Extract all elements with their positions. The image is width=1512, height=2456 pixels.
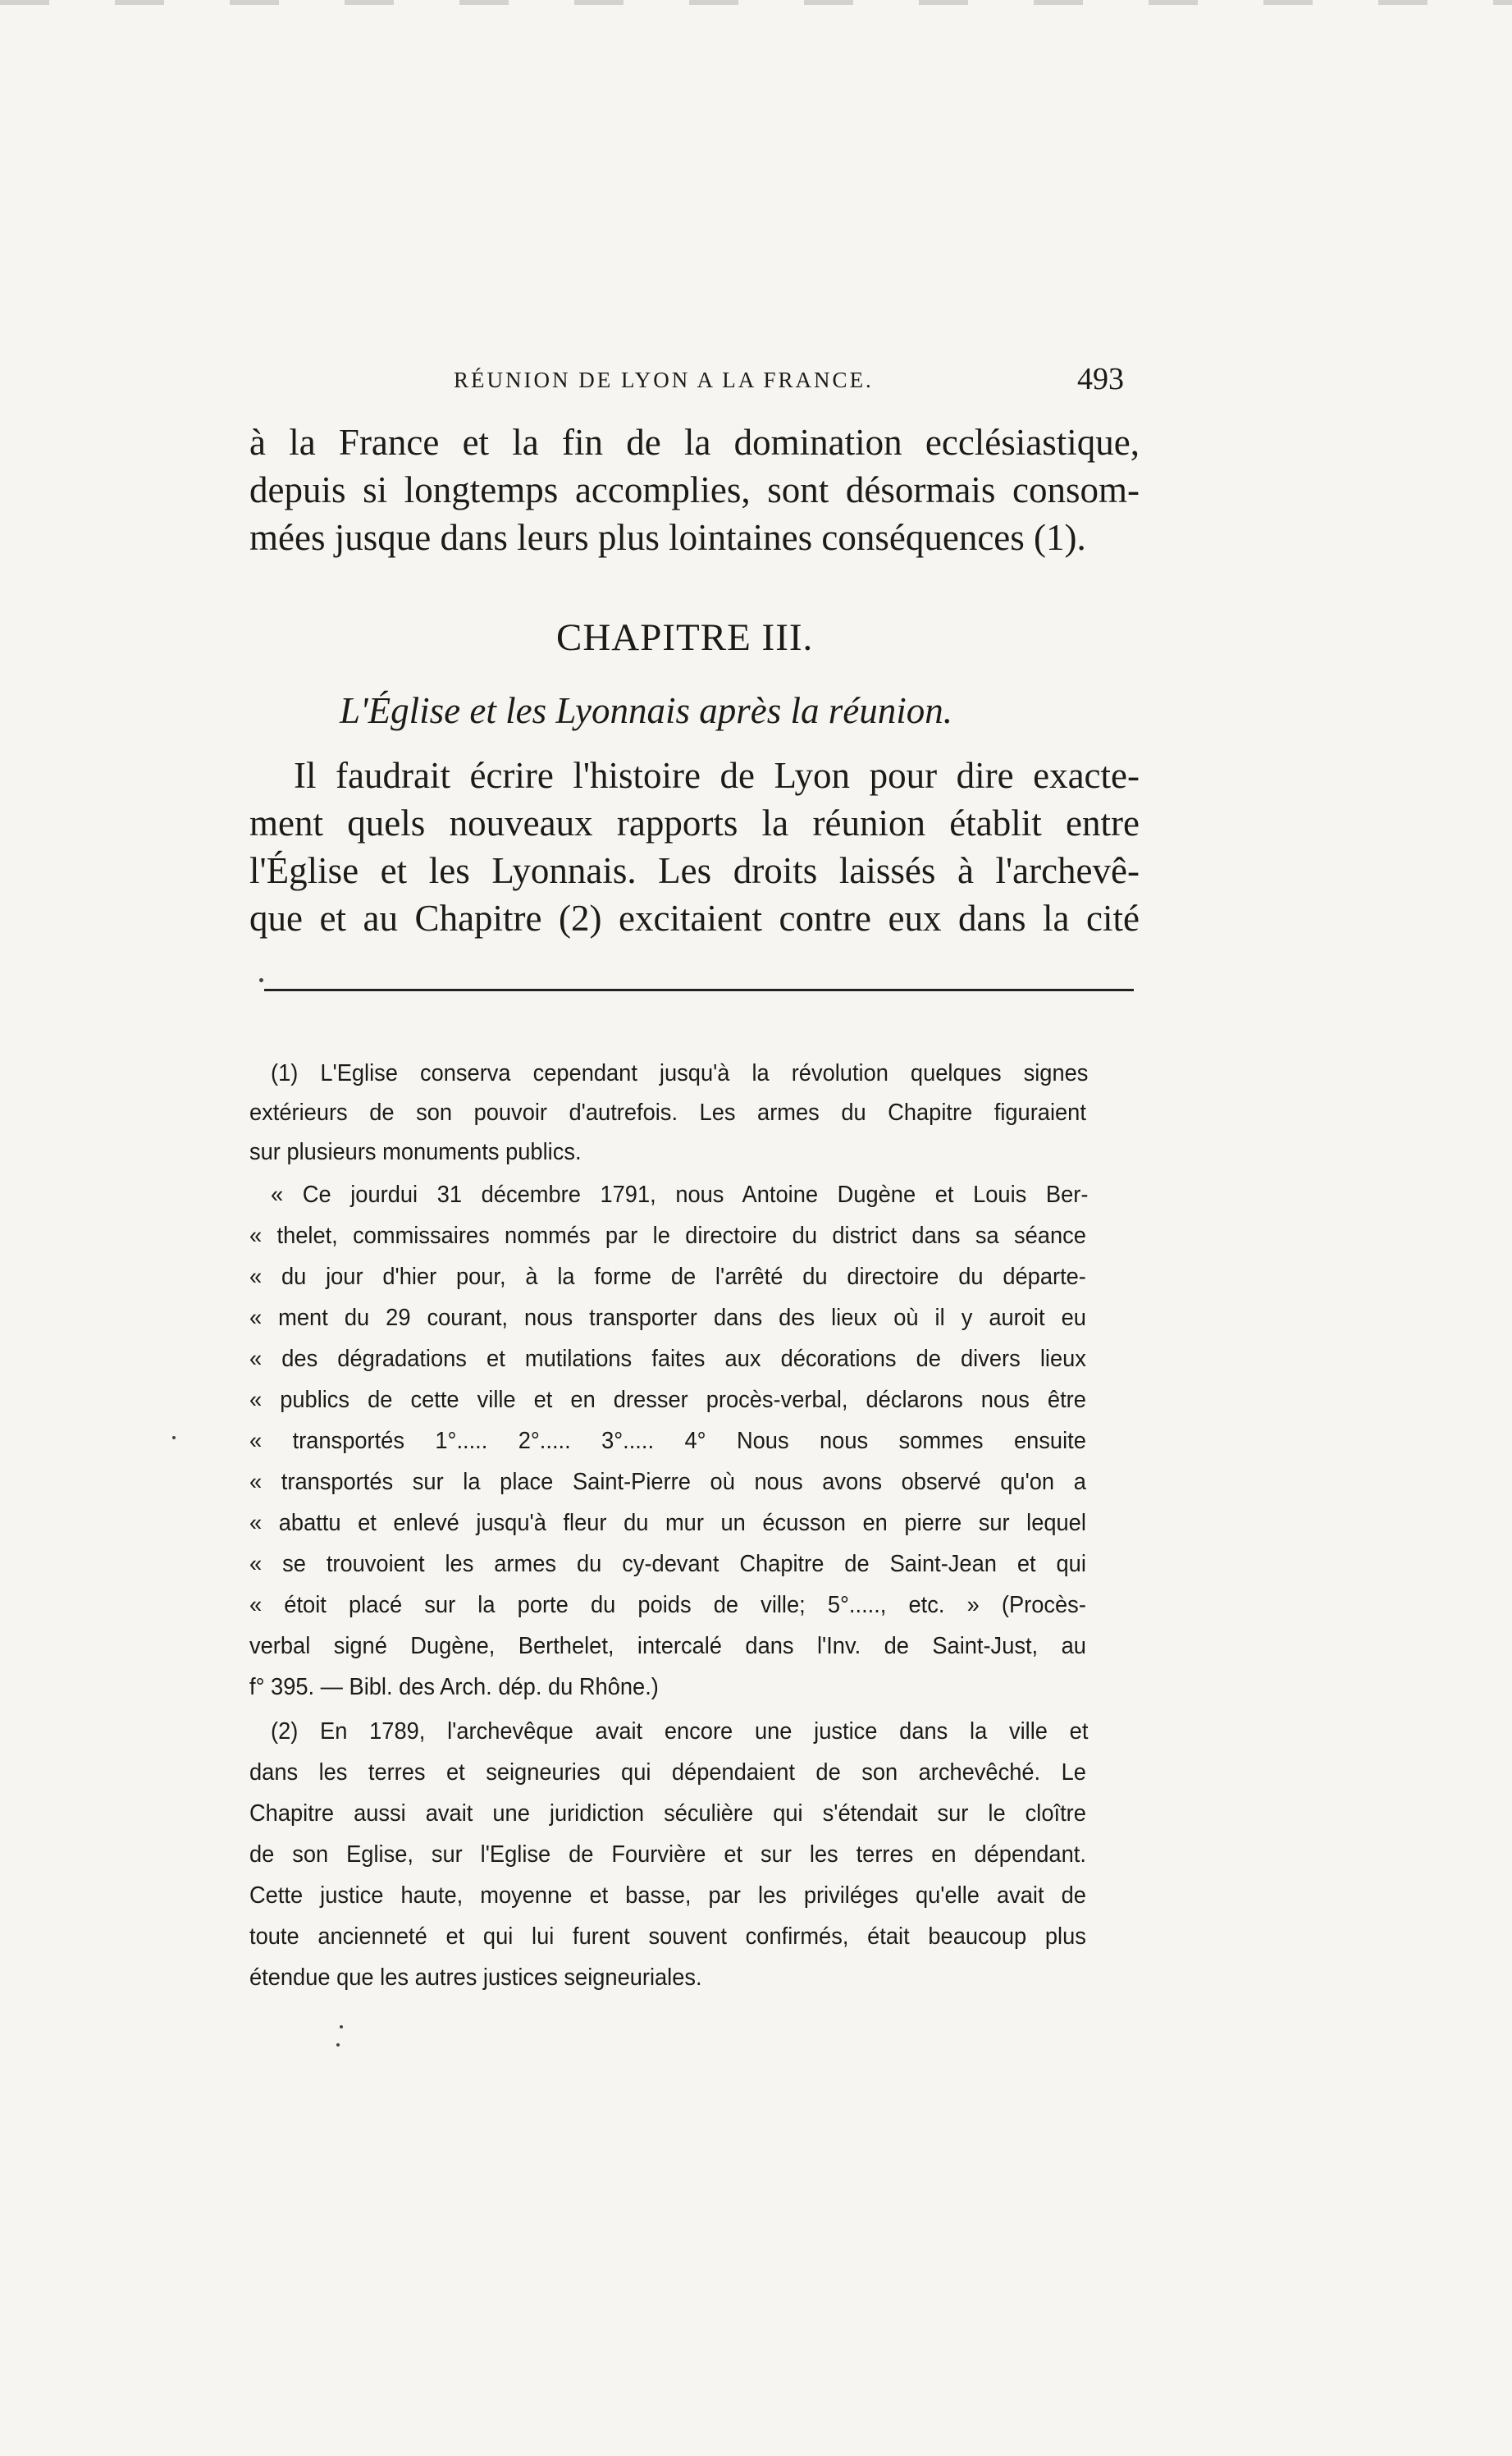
chapter-subtitle: L'Église et les Lyonnais après la réunion. <box>340 690 953 731</box>
footnote-line: « du jour d'hier pour, à la forme de l'arrêté du directoire du départe- <box>249 1264 1086 1290</box>
intro-line: mées jusque dans leurs plus lointaines conséquences (1). <box>249 517 1086 558</box>
running-title: RÉUNION DE LYON A LA FRANCE. <box>454 368 874 392</box>
scan-edge-mark <box>0 0 1512 5</box>
footnote-line: « des dégradations et mutilations faites aux décorations de divers lieux <box>249 1346 1086 1372</box>
footnote-line: f° 395. — Bibl. des Arch. dép. du Rhône.) <box>249 1674 659 1700</box>
footnote-line: « Ce jourdui 31 décembre 1791, nous Antoine Dugène et Louis Ber- <box>271 1182 1089 1208</box>
footnote-line: Chapitre aussi avait une juridiction séculière qui s'étendait sur le cloître <box>249 1800 1086 1827</box>
ink-speck <box>340 2025 343 2028</box>
body-line: Il faudrait écrire l'histoire de Lyon pour dire exacte- <box>294 755 1140 796</box>
ink-speck <box>336 2043 340 2047</box>
chapter-title: CHAPITRE III. <box>556 616 814 659</box>
intro-line: depuis si longtemps accomplies, sont désormais consom- <box>249 469 1140 510</box>
footnote-line: « étoit placé sur la porte du poids de ville; 5°....., etc. » (Procès- <box>249 1592 1086 1618</box>
body-line: l'Église et les Lyonnais. Les droits laissés à l'archevê- <box>249 850 1140 891</box>
footnote-line: (2) En 1789, l'archevêque avait encore une justice dans la ville et <box>271 1718 1089 1745</box>
footnote-line: « abattu et enlevé jusqu'à fleur du mur un écusson en pierre sur lequel <box>249 1510 1086 1536</box>
footnote-line: « transportés 1°..... 2°..... 3°..... 4° Nous nous sommes ensuite <box>249 1428 1086 1454</box>
footnote-line: « se trouvoient les armes du cy-devant Chapitre de Saint-Jean et qui <box>249 1551 1086 1577</box>
footnote-line: extérieurs de son pouvoir d'autrefois. Les armes du Chapitre figuraient <box>249 1100 1086 1126</box>
footnote-line: dans les terres et seigneuries qui dépendaient de son archevêché. Le <box>249 1759 1086 1786</box>
ink-speck <box>172 1436 176 1439</box>
ink-speck <box>259 978 263 982</box>
footnote-line: verbal signé Dugène, Berthelet, intercalé dans l'Inv. de Saint-Just, au <box>249 1633 1086 1659</box>
footnote-line: toute ancienneté et qui lui furent souvent confirmés, était beaucoup plus <box>249 1923 1086 1950</box>
intro-line: à la France et la fin de la domination ecclésiastique, <box>249 422 1140 463</box>
body-line: ment quels nouveaux rapports la réunion établit entre <box>249 803 1140 844</box>
footnote-line: « ment du 29 courant, nous transporter dans des lieux où il y auroit eu <box>249 1305 1086 1331</box>
footnote-separator-rule <box>264 989 1134 991</box>
footnote-line: « transportés sur la place Saint-Pierre où nous avons observé qu'on a <box>249 1469 1086 1495</box>
footnote-line: sur plusieurs monuments publics. <box>249 1139 582 1165</box>
footnote-line: étendue que les autres justices seigneuriales. <box>249 1964 702 1991</box>
footnote-line: de son Eglise, sur l'Eglise de Fourvière et sur les terres en dépendant. <box>249 1841 1086 1868</box>
footnote-line: (1) L'Eglise conserva cependant jusqu'à la révolution quelques signes <box>271 1060 1089 1086</box>
page-number: 493 <box>1077 362 1124 396</box>
footnote-line: Cette justice haute, moyenne et basse, par les priviléges qu'elle avait de <box>249 1882 1086 1909</box>
body-line: que et au Chapitre (2) excitaient contre eux dans la cité <box>249 898 1140 939</box>
footnote-line: « thelet, commissaires nommés par le directoire du district dans sa séance <box>249 1223 1086 1249</box>
footnote-line: « publics de cette ville et en dresser procès-verbal, déclarons nous être <box>249 1387 1086 1413</box>
